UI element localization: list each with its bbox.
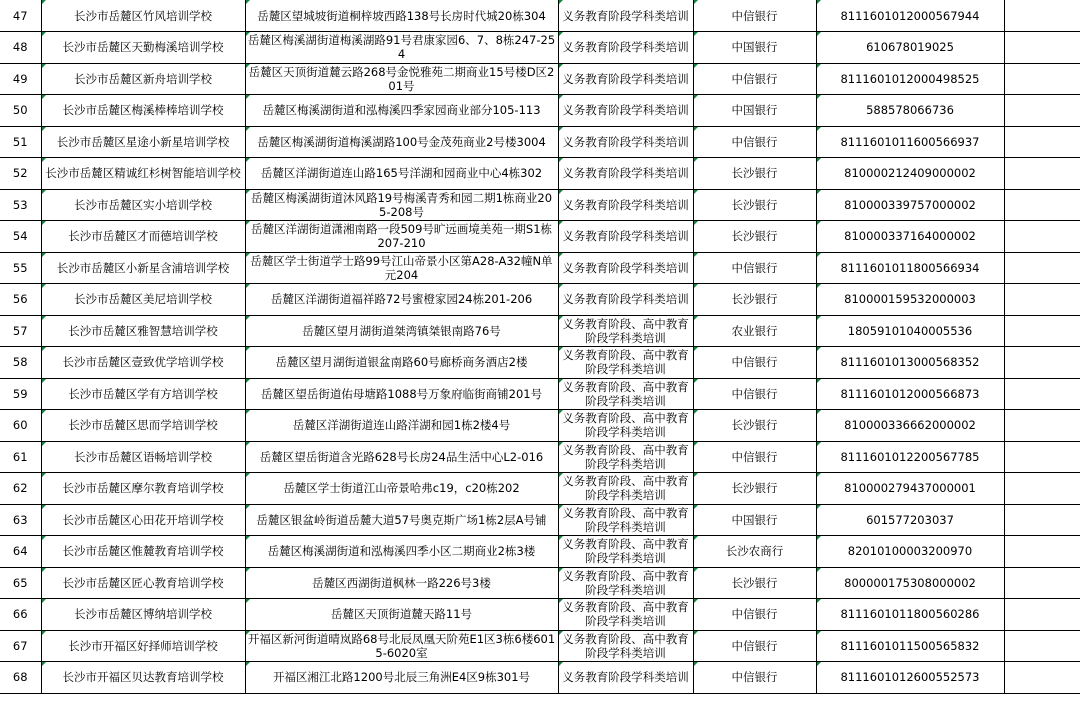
account-cell: 8111601012000566873 bbox=[816, 378, 1004, 410]
table-row bbox=[0, 63, 1080, 95]
bank-cell: 中信银行 bbox=[693, 662, 816, 694]
bank-cell: 中信银行 bbox=[693, 378, 816, 410]
empty-cell bbox=[1004, 252, 1080, 284]
row-number-cell: 59 bbox=[0, 378, 41, 410]
empty-cell bbox=[1004, 567, 1080, 599]
empty-cell bbox=[1004, 284, 1080, 316]
scope-cell: 义务教育阶段学科类培训 bbox=[558, 662, 693, 694]
address-cell: 岳麓区梅溪湖街道和泓梅溪四季小区二期商业2栋3楼 bbox=[245, 536, 558, 568]
school-name-cell: 长沙市开福区好择师培训学校 bbox=[41, 630, 245, 662]
row-number-cell: 63 bbox=[0, 504, 41, 536]
row-number-cell: 57 bbox=[0, 315, 41, 347]
row-number-cell: 48 bbox=[0, 32, 41, 64]
school-name-cell: 长沙市岳麓区惟麓教育培训学校 bbox=[41, 536, 245, 568]
school-name-cell: 长沙市岳麓区博纳培训学校 bbox=[41, 599, 245, 631]
scope-cell: 义务教育阶段学科类培训 bbox=[558, 221, 693, 253]
scope-cell: 义务教育阶段、高中教育阶段学科类培训 bbox=[558, 630, 693, 662]
account-cell: 601577203037 bbox=[816, 504, 1004, 536]
scope-cell: 义务教育阶段、高中教育阶段学科类培训 bbox=[558, 473, 693, 505]
account-cell: 588578066736 bbox=[816, 95, 1004, 127]
address-cell: 岳麓区梅溪湖街道梅溪湖路100号金茂苑商业2号楼3004 bbox=[245, 126, 558, 158]
bank-cell: 长沙银行 bbox=[693, 567, 816, 599]
empty-cell bbox=[1004, 378, 1080, 410]
empty-cell bbox=[1004, 630, 1080, 662]
row-number-cell: 66 bbox=[0, 599, 41, 631]
table-row bbox=[0, 630, 1080, 662]
scope-cell: 义务教育阶段、高中教育阶段学科类培训 bbox=[558, 599, 693, 631]
empty-cell bbox=[1004, 315, 1080, 347]
address-cell: 岳麓区洋湖街道福祥路72号蜜橙家园24栋201-206 bbox=[245, 284, 558, 316]
bank-cell: 长沙银行 bbox=[693, 410, 816, 442]
scope-cell: 义务教育阶段、高中教育阶段学科类培训 bbox=[558, 315, 693, 347]
bank-cell: 中信银行 bbox=[693, 599, 816, 631]
empty-cell bbox=[1004, 599, 1080, 631]
empty-cell bbox=[1004, 441, 1080, 473]
bank-cell: 中信银行 bbox=[693, 0, 816, 32]
table-row bbox=[0, 95, 1080, 127]
school-name-cell: 长沙市岳麓区竹风培训学校 bbox=[41, 0, 245, 32]
scope-cell: 义务教育阶段学科类培训 bbox=[558, 252, 693, 284]
school-name-cell: 长沙市岳麓区语畅培训学校 bbox=[41, 441, 245, 473]
account-cell: 610678019025 bbox=[816, 32, 1004, 64]
account-cell: 18059101040005536 bbox=[816, 315, 1004, 347]
account-cell: 8111601013000568352 bbox=[816, 347, 1004, 379]
scope-cell: 义务教育阶段、高中教育阶段学科类培训 bbox=[558, 378, 693, 410]
address-cell: 开福区湘江北路1200号北辰三角洲E4区9栋301号 bbox=[245, 662, 558, 694]
bank-cell: 中信银行 bbox=[693, 126, 816, 158]
empty-cell bbox=[1004, 158, 1080, 190]
table-row bbox=[0, 284, 1080, 316]
table-row bbox=[0, 536, 1080, 568]
row-number-cell: 54 bbox=[0, 221, 41, 253]
scope-cell: 义务教育阶段、高中教育阶段学科类培训 bbox=[558, 536, 693, 568]
account-cell: 810000212409000002 bbox=[816, 158, 1004, 190]
row-number-cell: 55 bbox=[0, 252, 41, 284]
account-cell: 8111601011800566934 bbox=[816, 252, 1004, 284]
empty-cell bbox=[1004, 473, 1080, 505]
empty-cell bbox=[1004, 504, 1080, 536]
bank-cell: 中信银行 bbox=[693, 252, 816, 284]
row-number-cell: 53 bbox=[0, 189, 41, 221]
empty-cell bbox=[1004, 221, 1080, 253]
scope-cell: 义务教育阶段学科类培训 bbox=[558, 126, 693, 158]
table-row bbox=[0, 189, 1080, 221]
table-row bbox=[0, 158, 1080, 190]
empty-cell bbox=[1004, 347, 1080, 379]
row-number-cell: 56 bbox=[0, 284, 41, 316]
bank-cell: 中信银行 bbox=[693, 63, 816, 95]
bank-cell: 中信银行 bbox=[693, 441, 816, 473]
bank-cell: 农业银行 bbox=[693, 315, 816, 347]
address-cell: 岳麓区洋湖街道潇湘南路一段509号旷远画境美苑一期S1栋207-210 bbox=[245, 221, 558, 253]
account-cell: 810000337164000002 bbox=[816, 221, 1004, 253]
row-number-cell: 68 bbox=[0, 662, 41, 694]
bank-cell: 长沙银行 bbox=[693, 221, 816, 253]
address-cell: 岳麓区梅溪湖街道梅溪湖路91号君康家园6、7、8栋247-254 bbox=[245, 32, 558, 64]
empty-cell bbox=[1004, 0, 1080, 32]
scope-cell: 义务教育阶段、高中教育阶段学科类培训 bbox=[558, 347, 693, 379]
bank-cell: 长沙银行 bbox=[693, 158, 816, 190]
address-cell: 开福区新河街道晴岚路68号北辰凤凰天阶苑E1区3栋6楼6015-6020室 bbox=[245, 630, 558, 662]
scope-cell: 义务教育阶段学科类培训 bbox=[558, 95, 693, 127]
row-number-cell: 58 bbox=[0, 347, 41, 379]
row-number-cell: 67 bbox=[0, 630, 41, 662]
account-cell: 8111601012200567785 bbox=[816, 441, 1004, 473]
empty-cell bbox=[1004, 32, 1080, 64]
school-name-cell: 长沙市岳麓区星途小新星培训学校 bbox=[41, 126, 245, 158]
school-name-cell: 长沙市岳麓区壹致优学培训学校 bbox=[41, 347, 245, 379]
table-row bbox=[0, 347, 1080, 379]
address-cell: 岳麓区望月湖街道桀湾镇桀银南路76号 bbox=[245, 315, 558, 347]
row-number-cell: 50 bbox=[0, 95, 41, 127]
school-name-cell: 长沙市岳麓区摩尔教育培训学校 bbox=[41, 473, 245, 505]
address-cell: 岳麓区望岳街道佑母塘路1088号万象府临街商铺201号 bbox=[245, 378, 558, 410]
bank-cell: 长沙农商行 bbox=[693, 536, 816, 568]
table-row bbox=[0, 599, 1080, 631]
address-cell: 岳麓区天顶街道麓天路11号 bbox=[245, 599, 558, 631]
account-cell: 8111601011600566937 bbox=[816, 126, 1004, 158]
school-name-cell: 长沙市岳麓区新舟培训学校 bbox=[41, 63, 245, 95]
school-name-cell: 长沙市岳麓区才而德培训学校 bbox=[41, 221, 245, 253]
table-row bbox=[0, 0, 1080, 32]
address-cell: 岳麓区洋湖街道连山路洋湖和园1栋2楼4号 bbox=[245, 410, 558, 442]
account-cell: 8111601012000567944 bbox=[816, 0, 1004, 32]
table-row bbox=[0, 32, 1080, 64]
bank-cell: 中国银行 bbox=[693, 95, 816, 127]
account-cell: 82010100003200970 bbox=[816, 536, 1004, 568]
address-cell: 岳麓区天顶街道麓云路268号金悦雅苑二期商业15号楼D区201号 bbox=[245, 63, 558, 95]
bank-cell: 长沙银行 bbox=[693, 473, 816, 505]
bank-cell: 中国银行 bbox=[693, 504, 816, 536]
bank-cell: 中国银行 bbox=[693, 32, 816, 64]
address-cell: 岳麓区梅溪湖街道沐风路19号梅溪青秀和园二期1栋商业205-208号 bbox=[245, 189, 558, 221]
school-name-cell: 长沙市岳麓区匠心教育培训学校 bbox=[41, 567, 245, 599]
row-number-cell: 52 bbox=[0, 158, 41, 190]
scope-cell: 义务教育阶段、高中教育阶段学科类培训 bbox=[558, 441, 693, 473]
table-row bbox=[0, 410, 1080, 442]
school-name-cell: 长沙市岳麓区思而学培训学校 bbox=[41, 410, 245, 442]
table-row bbox=[0, 315, 1080, 347]
school-name-cell: 长沙市岳麓区天勤梅溪培训学校 bbox=[41, 32, 245, 64]
address-cell: 岳麓区梅溪湖街道和泓梅溪四季家园商业部分105-113 bbox=[245, 95, 558, 127]
bank-cell: 中信银行 bbox=[693, 630, 816, 662]
address-cell: 岳麓区西湖街道枫林一路226号3楼 bbox=[245, 567, 558, 599]
row-number-cell: 51 bbox=[0, 126, 41, 158]
row-number-cell: 65 bbox=[0, 567, 41, 599]
school-name-cell: 长沙市岳麓区精诚红杉树智能培训学校 bbox=[41, 158, 245, 190]
empty-cell bbox=[1004, 126, 1080, 158]
account-cell: 8111601012600552573 bbox=[816, 662, 1004, 694]
scope-cell: 义务教育阶段、高中教育阶段学科类培训 bbox=[558, 410, 693, 442]
school-name-cell: 长沙市岳麓区实小培训学校 bbox=[41, 189, 245, 221]
scope-cell: 义务教育阶段、高中教育阶段学科类培训 bbox=[558, 567, 693, 599]
bank-cell: 长沙银行 bbox=[693, 284, 816, 316]
table-row bbox=[0, 473, 1080, 505]
account-cell: 8111601011800560286 bbox=[816, 599, 1004, 631]
row-number-cell: 49 bbox=[0, 63, 41, 95]
table-row bbox=[0, 378, 1080, 410]
account-cell: 800000175308000002 bbox=[816, 567, 1004, 599]
scope-cell: 义务教育阶段、高中教育阶段学科类培训 bbox=[558, 504, 693, 536]
bank-cell: 长沙银行 bbox=[693, 189, 816, 221]
scope-cell: 义务教育阶段学科类培训 bbox=[558, 32, 693, 64]
school-name-cell: 长沙市岳麓区美尼培训学校 bbox=[41, 284, 245, 316]
school-name-cell: 长沙市岳麓区小新星含浦培训学校 bbox=[41, 252, 245, 284]
account-cell: 8111601012000498525 bbox=[816, 63, 1004, 95]
address-cell: 岳麓区洋湖街道连山路165号洋湖和园商业中心4栋302 bbox=[245, 158, 558, 190]
school-name-cell: 长沙市岳麓区心田花开培训学校 bbox=[41, 504, 245, 536]
table-row bbox=[0, 504, 1080, 536]
table-row bbox=[0, 126, 1080, 158]
school-name-cell: 长沙市岳麓区雅智慧培训学校 bbox=[41, 315, 245, 347]
row-number-cell: 47 bbox=[0, 0, 41, 32]
scope-cell: 义务教育阶段学科类培训 bbox=[558, 63, 693, 95]
row-number-cell: 60 bbox=[0, 410, 41, 442]
account-cell: 810000159532000003 bbox=[816, 284, 1004, 316]
scope-cell: 义务教育阶段学科类培训 bbox=[558, 0, 693, 32]
address-cell: 岳麓区望岳街道含光路628号长房24品生活中心L2-016 bbox=[245, 441, 558, 473]
empty-cell bbox=[1004, 410, 1080, 442]
table-row bbox=[0, 252, 1080, 284]
address-cell: 岳麓区学士街道学士路99号江山帝景小区第A28-A32幢N单元204 bbox=[245, 252, 558, 284]
school-name-cell: 长沙市开福区贝达教育培训学校 bbox=[41, 662, 245, 694]
table-row bbox=[0, 662, 1080, 694]
scope-cell: 义务教育阶段学科类培训 bbox=[558, 189, 693, 221]
empty-cell bbox=[1004, 662, 1080, 694]
empty-cell bbox=[1004, 63, 1080, 95]
row-number-cell: 61 bbox=[0, 441, 41, 473]
account-cell: 810000339757000002 bbox=[816, 189, 1004, 221]
account-cell: 810000336662000002 bbox=[816, 410, 1004, 442]
school-name-cell: 长沙市岳麓区学有方培训学校 bbox=[41, 378, 245, 410]
account-cell: 8111601011500565832 bbox=[816, 630, 1004, 662]
table-row bbox=[0, 221, 1080, 253]
account-cell: 810000279437000001 bbox=[816, 473, 1004, 505]
address-cell: 岳麓区银盆岭街道岳麓大道57号奥克斯广场1栋2层A号铺 bbox=[245, 504, 558, 536]
address-cell: 岳麓区望月湖街道银盆南路60号廊桥商务酒店2楼 bbox=[245, 347, 558, 379]
empty-cell bbox=[1004, 95, 1080, 127]
scope-cell: 义务教育阶段学科类培训 bbox=[558, 284, 693, 316]
table-row bbox=[0, 441, 1080, 473]
empty-cell bbox=[1004, 536, 1080, 568]
row-number-cell: 64 bbox=[0, 536, 41, 568]
bank-cell: 中信银行 bbox=[693, 347, 816, 379]
address-cell: 岳麓区学士街道江山帝景哈弗c19，c20栋202 bbox=[245, 473, 558, 505]
table-row bbox=[0, 567, 1080, 599]
address-cell: 岳麓区望城坡街道桐梓坡西路138号长房时代城20栋304 bbox=[245, 0, 558, 32]
row-number-cell: 62 bbox=[0, 473, 41, 505]
scope-cell: 义务教育阶段学科类培训 bbox=[558, 158, 693, 190]
school-name-cell: 长沙市岳麓区梅溪棒棒培训学校 bbox=[41, 95, 245, 127]
empty-cell bbox=[1004, 189, 1080, 221]
